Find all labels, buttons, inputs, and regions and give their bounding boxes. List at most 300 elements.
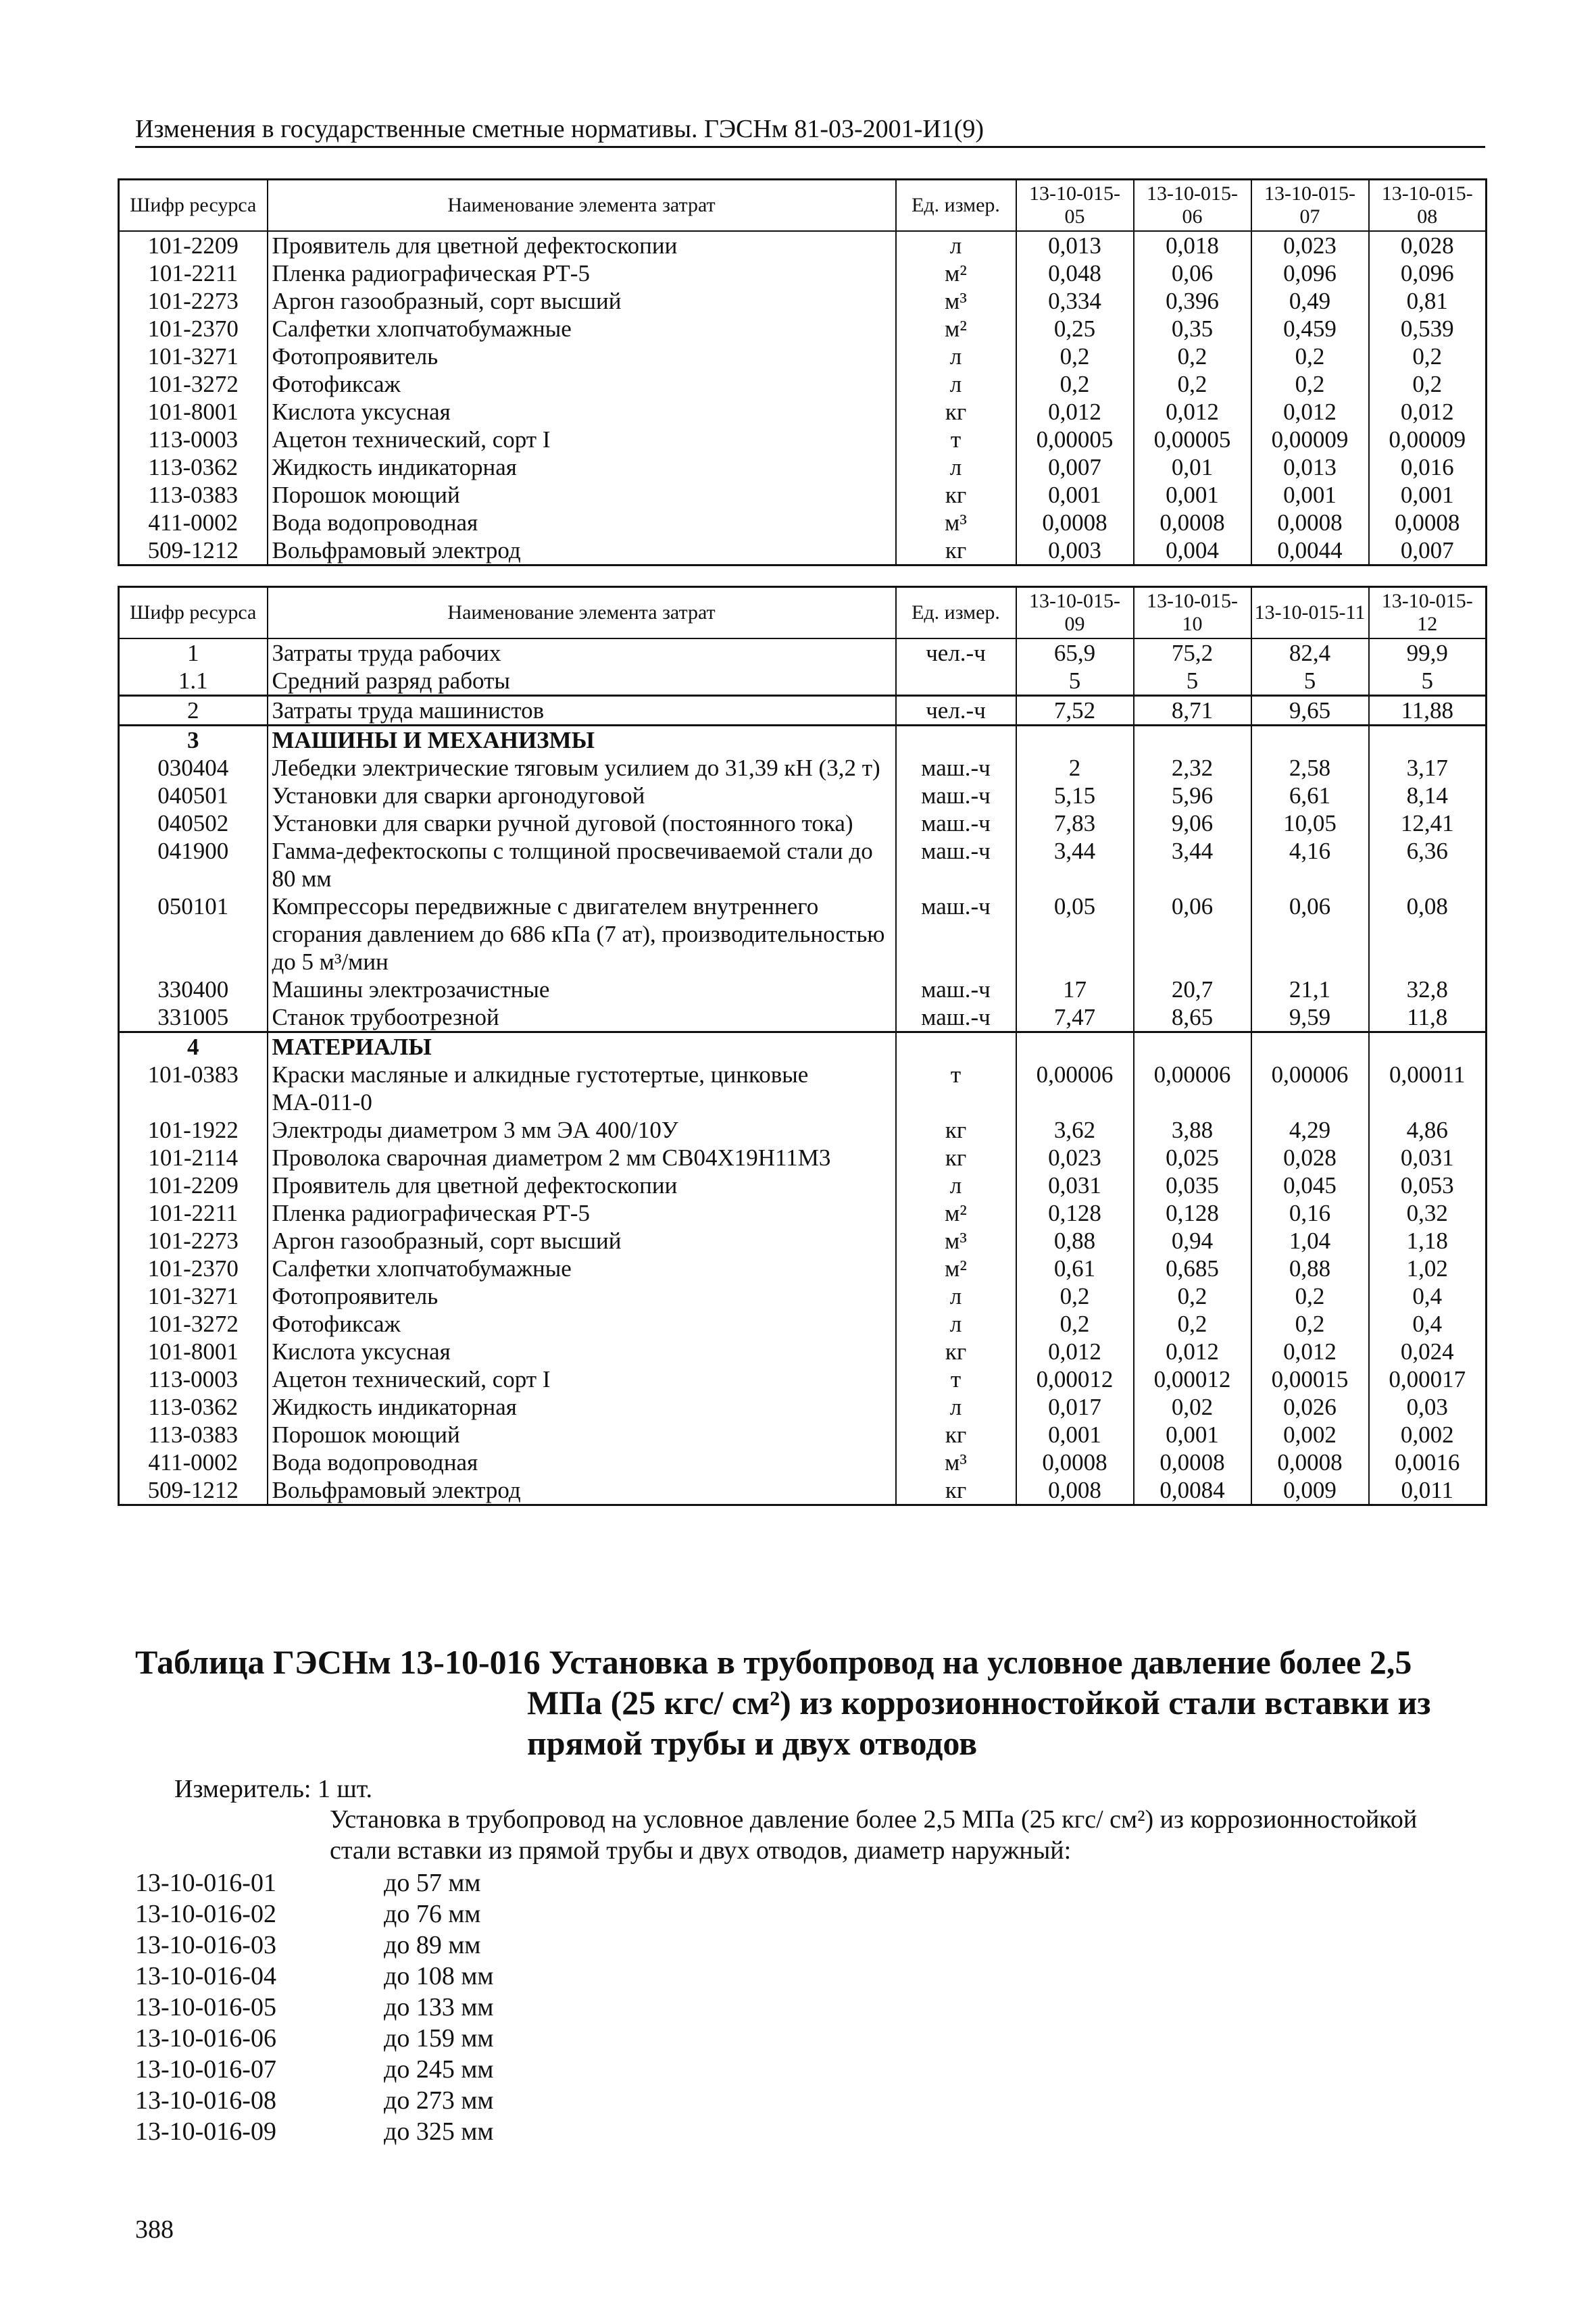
unit-cell: т xyxy=(896,1061,1016,1116)
table-row xyxy=(119,782,1487,809)
resource-code-cell: 3 xyxy=(119,726,268,755)
value-cell: 0,2 xyxy=(1369,370,1487,398)
value-cell: 0,4 xyxy=(1369,1282,1487,1310)
table-row xyxy=(119,398,1487,426)
resource-code-cell: 101-1922 xyxy=(119,1116,268,1144)
value-cell: 0,03 xyxy=(1369,1393,1487,1421)
value-cell: 0,81 xyxy=(1369,287,1487,315)
unit-cell xyxy=(896,726,1016,755)
variant-label: до 89 мм xyxy=(384,1931,481,1959)
value-cell: 10,05 xyxy=(1251,809,1369,837)
value-cell: 2,58 xyxy=(1251,754,1369,782)
value-cell: 0,00009 xyxy=(1369,426,1487,453)
unit-cell: т xyxy=(896,426,1016,453)
column-header: 13-10-015-11 xyxy=(1251,587,1369,639)
column-header: Наименование элемента затрат xyxy=(268,587,896,639)
table-row xyxy=(119,370,1487,398)
unit-cell: м² xyxy=(896,1199,1016,1227)
value-cell: 0,459 xyxy=(1251,315,1369,343)
value-cell: 4,16 xyxy=(1251,837,1369,892)
resource-code-cell: 411-0002 xyxy=(119,509,268,536)
unit-cell: маш.-ч xyxy=(896,976,1016,1003)
value-cell: 20,7 xyxy=(1134,976,1251,1003)
value-cell: 0,2 xyxy=(1016,370,1134,398)
value-cell: 0,001 xyxy=(1016,1421,1134,1449)
table-header-row xyxy=(119,180,1487,232)
cost-element-name-cell: МАТЕРИАЛЫ xyxy=(268,1032,896,1061)
value-cell: 17 xyxy=(1016,976,1134,1003)
unit-cell: м³ xyxy=(896,1449,1016,1476)
value-cell xyxy=(1251,1032,1369,1061)
unit-cell: чел.-ч xyxy=(896,696,1016,726)
unit-cell: кг xyxy=(896,398,1016,426)
resource-code-cell: 101-2370 xyxy=(119,315,268,343)
table-row xyxy=(119,426,1487,453)
resource-code-cell: 1 xyxy=(119,638,268,667)
resource-code-cell: 050101 xyxy=(119,892,268,976)
value-cell: 0,028 xyxy=(1369,231,1487,259)
value-cell: 0,0008 xyxy=(1016,509,1134,536)
value-cell: 0,334 xyxy=(1016,287,1134,315)
column-header: 13-10-015-07 xyxy=(1251,180,1369,232)
variant-code: 13-10-016-02 xyxy=(135,1900,276,1928)
column-header: 13-10-015-12 xyxy=(1369,587,1487,639)
variant-label: до 325 мм xyxy=(384,2117,494,2146)
value-cell: 0,0008 xyxy=(1251,1449,1369,1476)
page-number: 388 xyxy=(135,2215,174,2244)
value-cell: 0,048 xyxy=(1016,259,1134,287)
unit-cell: кг xyxy=(896,1476,1016,1505)
value-cell: 0,009 xyxy=(1251,1476,1369,1505)
table-row xyxy=(119,1144,1487,1172)
resource-code-cell: 040502 xyxy=(119,809,268,837)
cost-element-name-cell: Установки для сварки ручной дуговой (постоянного тока) xyxy=(268,809,896,837)
value-cell: 0,011 xyxy=(1369,1476,1487,1505)
unit-cell: маш.-ч xyxy=(896,782,1016,809)
value-cell: 0,031 xyxy=(1016,1172,1134,1199)
value-cell xyxy=(1134,1032,1251,1061)
cost-element-name-cell: Машины электрозачистные xyxy=(268,976,896,1003)
value-cell: 0,00012 xyxy=(1016,1365,1134,1393)
unit-cell: маш.-ч xyxy=(896,892,1016,976)
value-cell: 0,007 xyxy=(1016,453,1134,481)
table-row xyxy=(119,1061,1487,1116)
variant-item xyxy=(135,1961,493,1992)
value-cell: 21,1 xyxy=(1251,976,1369,1003)
table-title-line1: Таблица ГЭСНм 13-10-016 Установка в трубопровод на условное давление более 2,5 xyxy=(135,1643,1412,1681)
table-row xyxy=(119,696,1487,726)
value-cell: 0,08 xyxy=(1369,892,1487,976)
value-cell: 0,026 xyxy=(1251,1393,1369,1421)
resource-code-cell: 331005 xyxy=(119,1003,268,1032)
value-cell xyxy=(1134,726,1251,755)
value-cell: 0,0008 xyxy=(1251,509,1369,536)
cost-element-name-cell: МАШИНЫ И МЕХАНИЗМЫ xyxy=(268,726,896,755)
value-cell xyxy=(1369,1032,1487,1061)
value-cell: 0,013 xyxy=(1251,453,1369,481)
table-row xyxy=(119,1393,1487,1421)
column-header: Шифр ресурса xyxy=(119,587,268,639)
unit-cell: л xyxy=(896,231,1016,259)
cost-element-name-cell: Станок трубоотрезной xyxy=(268,1003,896,1032)
resource-code-cell: 509-1212 xyxy=(119,1476,268,1505)
value-cell: 9,59 xyxy=(1251,1003,1369,1032)
variant-item xyxy=(135,2023,493,2054)
unit-cell: маш.-ч xyxy=(896,1003,1016,1032)
table-row xyxy=(119,892,1487,976)
variant-code: 13-10-016-09 xyxy=(135,2117,276,2146)
value-cell: 0,0084 xyxy=(1134,1476,1251,1505)
cost-element-name-cell: Кислота уксусная xyxy=(268,398,896,426)
value-cell: 7,47 xyxy=(1016,1003,1134,1032)
value-cell: 0,012 xyxy=(1134,1338,1251,1365)
value-cell: 0,018 xyxy=(1134,231,1251,259)
value-cell: 0,007 xyxy=(1369,536,1487,565)
cost-element-name-cell: Фотофиксаж xyxy=(268,370,896,398)
cost-element-name-cell: Ацетон технический, сорт I xyxy=(268,426,896,453)
table-row xyxy=(119,1227,1487,1255)
column-header: 13-10-015-06 xyxy=(1134,180,1251,232)
value-cell: 7,52 xyxy=(1016,696,1134,726)
value-cell: 0,00006 xyxy=(1251,1061,1369,1116)
value-cell: 0,00006 xyxy=(1134,1061,1251,1116)
value-cell: 0,00011 xyxy=(1369,1061,1487,1116)
value-cell: 0,001 xyxy=(1016,481,1134,509)
value-cell: 0,023 xyxy=(1251,231,1369,259)
value-cell: 32,8 xyxy=(1369,976,1487,1003)
cost-element-name-cell: Салфетки хлопчатобумажные xyxy=(268,1255,896,1282)
unit-cell: кг xyxy=(896,1421,1016,1449)
value-cell: 12,41 xyxy=(1369,809,1487,837)
value-cell: 11,88 xyxy=(1369,696,1487,726)
cost-element-name-cell: Вода водопроводная xyxy=(268,1449,896,1476)
value-cell: 0,2 xyxy=(1016,1310,1134,1338)
value-cell: 0,32 xyxy=(1369,1199,1487,1227)
unit-cell xyxy=(896,1032,1016,1061)
value-cell: 6,61 xyxy=(1251,782,1369,809)
value-cell: 0,2 xyxy=(1134,370,1251,398)
cost-element-name-cell: Проявитель для цветной дефектоскопии xyxy=(268,231,896,259)
value-cell: 0,001 xyxy=(1134,1421,1251,1449)
cost-element-name-cell: Фотофиксаж xyxy=(268,1310,896,1338)
cost-table-bottom xyxy=(118,586,1487,1506)
value-cell: 0,004 xyxy=(1134,536,1251,565)
table-row xyxy=(119,1310,1487,1338)
variant-item xyxy=(135,1898,493,1930)
value-cell xyxy=(1016,1032,1134,1061)
value-cell: 65,9 xyxy=(1016,638,1134,667)
cost-element-name-cell: Жидкость индикаторная xyxy=(268,1393,896,1421)
value-cell: 0,00009 xyxy=(1251,426,1369,453)
unit-cell: м³ xyxy=(896,1227,1016,1255)
unit-cell: м² xyxy=(896,315,1016,343)
table-row xyxy=(119,481,1487,509)
variant-label: до 57 мм xyxy=(384,1869,481,1897)
resource-code-cell: 101-3272 xyxy=(119,1310,268,1338)
value-cell: 0,002 xyxy=(1251,1421,1369,1449)
table-row xyxy=(119,509,1487,536)
variant-code: 13-10-016-04 xyxy=(135,1962,276,1990)
value-cell: 75,2 xyxy=(1134,638,1251,667)
unit-cell: л xyxy=(896,453,1016,481)
value-cell: 0,2 xyxy=(1251,1310,1369,1338)
value-cell: 0,024 xyxy=(1369,1338,1487,1365)
cost-element-name-cell: Компрессоры передвижные с двигателем внутреннего сгорания давлением до 686 кПа (7 ат), производительностью до 5 м³/мин xyxy=(268,892,896,976)
table-row xyxy=(119,638,1487,667)
value-cell: 0,05 xyxy=(1016,892,1134,976)
value-cell: 2 xyxy=(1016,754,1134,782)
value-cell: 3,44 xyxy=(1134,837,1251,892)
cost-element-name-cell: Порошок моющий xyxy=(268,481,896,509)
cost-element-name-cell: Вольфрамовый электрод xyxy=(268,536,896,565)
value-cell: 0,61 xyxy=(1016,1255,1134,1282)
variant-label: до 273 мм xyxy=(384,2086,494,2115)
value-cell: 0,2 xyxy=(1251,343,1369,370)
table-row xyxy=(119,1476,1487,1505)
table-row xyxy=(119,726,1487,755)
value-cell: 0,012 xyxy=(1016,398,1134,426)
table-row xyxy=(119,1449,1487,1476)
variant-label: до 133 мм xyxy=(384,1993,494,2021)
resource-code-cell: 330400 xyxy=(119,976,268,1003)
running-header: Изменения в государственные сметные нормативы. ГЭСНм 81-03-2001-И1(9) xyxy=(135,114,1485,148)
resource-code-cell: 101-3271 xyxy=(119,343,268,370)
value-cell: 3,44 xyxy=(1016,837,1134,892)
table-row xyxy=(119,315,1487,343)
value-cell: 0,035 xyxy=(1134,1172,1251,1199)
table-row xyxy=(119,809,1487,837)
value-cell: 6,36 xyxy=(1369,837,1487,892)
value-cell: 0,00015 xyxy=(1251,1365,1369,1393)
cost-element-name-cell: Вольфрамовый электрод xyxy=(268,1476,896,1505)
variant-item xyxy=(135,2116,493,2147)
unit-cell: л xyxy=(896,1282,1016,1310)
cost-element-name-cell: Лебедки электрические тяговым усилием до 31,39 кН (3,2 т) xyxy=(268,754,896,782)
value-cell: 0,2 xyxy=(1251,1282,1369,1310)
unit-cell: кг xyxy=(896,481,1016,509)
value-cell xyxy=(1369,726,1487,755)
column-header: 13-10-015-05 xyxy=(1016,180,1134,232)
value-cell: 8,65 xyxy=(1134,1003,1251,1032)
value-cell: 0,06 xyxy=(1134,892,1251,976)
value-cell: 0,2 xyxy=(1134,343,1251,370)
table-row xyxy=(119,231,1487,259)
cost-element-name-cell: Проявитель для цветной дефектоскопии xyxy=(268,1172,896,1199)
resource-code-cell: 113-0383 xyxy=(119,481,268,509)
table-row xyxy=(119,259,1487,287)
table-description: Установка в трубопровод на условное давление более 2,5 МПа (25 кгс/ см²) из коррозионностойкой стали вставки из прямой трубы и двух отводов, диаметр наружный: xyxy=(330,1805,1418,1865)
value-cell: 0,012 xyxy=(1369,398,1487,426)
unit-cell: л xyxy=(896,1393,1016,1421)
table-title-line3: прямой трубы и двух отводов xyxy=(527,1724,978,1762)
value-cell: 5 xyxy=(1016,667,1134,696)
table-row xyxy=(119,1282,1487,1310)
value-cell: 0,01 xyxy=(1134,453,1251,481)
cost-element-name-cell: Жидкость индикаторная xyxy=(268,453,896,481)
value-cell: 0,25 xyxy=(1016,315,1134,343)
value-cell: 0,88 xyxy=(1251,1255,1369,1282)
column-header: 13-10-015-10 xyxy=(1134,587,1251,639)
value-cell: 4,86 xyxy=(1369,1116,1487,1144)
value-cell: 0,017 xyxy=(1016,1393,1134,1421)
value-cell: 0,0016 xyxy=(1369,1449,1487,1476)
unit-cell: кг xyxy=(896,536,1016,565)
value-cell: 5 xyxy=(1369,667,1487,696)
column-header: Наименование элемента затрат xyxy=(268,180,896,232)
cost-element-name-cell: Аргон газообразный, сорт высший xyxy=(268,287,896,315)
cost-element-name-cell: Краски масляные и алкидные густотертые, цинковые МА-011-0 xyxy=(268,1061,896,1116)
variant-code: 13-10-016-03 xyxy=(135,1931,276,1959)
table-row xyxy=(119,1199,1487,1227)
resource-code-cell: 2 xyxy=(119,696,268,726)
cost-element-name-cell: Салфетки хлопчатобумажные xyxy=(268,315,896,343)
resource-code-cell: 101-2211 xyxy=(119,259,268,287)
value-cell: 0,128 xyxy=(1134,1199,1251,1227)
value-cell: 11,8 xyxy=(1369,1003,1487,1032)
value-cell: 0,013 xyxy=(1016,231,1134,259)
resource-code-cell: 101-2273 xyxy=(119,1227,268,1255)
cost-element-name-cell: Электроды диаметром 3 мм ЭА 400/10У xyxy=(268,1116,896,1144)
column-header: Шифр ресурса xyxy=(119,180,268,232)
table-row xyxy=(119,1421,1487,1449)
value-cell: 0,00012 xyxy=(1134,1365,1251,1393)
value-cell: 0,012 xyxy=(1251,1338,1369,1365)
resource-code-cell: 101-0383 xyxy=(119,1061,268,1116)
cost-element-name-cell: Пленка радиографическая РТ-5 xyxy=(268,259,896,287)
value-cell: 0,0044 xyxy=(1251,536,1369,565)
value-cell: 0,002 xyxy=(1369,1421,1487,1449)
cost-element-name-cell: Фотопроявитель xyxy=(268,343,896,370)
variant-label: до 159 мм xyxy=(384,2024,494,2053)
resource-code-cell: 101-2273 xyxy=(119,287,268,315)
table-row xyxy=(119,536,1487,565)
resource-code-cell: 411-0002 xyxy=(119,1449,268,1476)
unit-cell: м³ xyxy=(896,287,1016,315)
value-cell: 0,0008 xyxy=(1016,1449,1134,1476)
value-cell: 0,2 xyxy=(1016,343,1134,370)
value-cell xyxy=(1251,726,1369,755)
value-cell: 82,4 xyxy=(1251,638,1369,667)
resource-code-cell: 113-0362 xyxy=(119,453,268,481)
cost-element-name-cell: Фотопроявитель xyxy=(268,1282,896,1310)
unit-cell: л xyxy=(896,1310,1016,1338)
cost-element-name-cell: Вода водопроводная xyxy=(268,509,896,536)
unit-cell xyxy=(896,667,1016,696)
variant-code: 13-10-016-07 xyxy=(135,2055,276,2084)
unit-cell: л xyxy=(896,343,1016,370)
value-cell: 0,0008 xyxy=(1134,509,1251,536)
value-cell: 5 xyxy=(1134,667,1251,696)
cost-element-name-cell: Аргон газообразный, сорт высший xyxy=(268,1227,896,1255)
variant-label: до 76 мм xyxy=(384,1900,481,1928)
unit-cell: чел.-ч xyxy=(896,638,1016,667)
value-cell: 0,2 xyxy=(1369,343,1487,370)
resource-code-cell: 101-2209 xyxy=(119,1172,268,1199)
value-cell: 0,053 xyxy=(1369,1172,1487,1199)
column-header: 13-10-015-08 xyxy=(1369,180,1487,232)
table-row xyxy=(119,976,1487,1003)
value-cell: 5,15 xyxy=(1016,782,1134,809)
unit-cell: маш.-ч xyxy=(896,809,1016,837)
unit-cell: маш.-ч xyxy=(896,837,1016,892)
value-cell: 0,00005 xyxy=(1016,426,1134,453)
value-cell: 3,17 xyxy=(1369,754,1487,782)
value-cell: 0,2 xyxy=(1251,370,1369,398)
value-cell: 0,023 xyxy=(1016,1144,1134,1172)
resource-code-cell: 101-3271 xyxy=(119,1282,268,1310)
value-cell: 0,2 xyxy=(1134,1310,1251,1338)
unit-cell: кг xyxy=(896,1116,1016,1144)
cost-element-name-cell: Затраты труда машинистов xyxy=(268,696,896,726)
resource-code-cell: 1.1 xyxy=(119,667,268,696)
value-cell: 0,008 xyxy=(1016,1476,1134,1505)
unit-cell: кг xyxy=(896,1144,1016,1172)
table-title xyxy=(135,1642,1460,1763)
value-cell: 0,001 xyxy=(1134,481,1251,509)
cost-element-name-cell: Установки для сварки аргонодуговой xyxy=(268,782,896,809)
value-cell: 3,88 xyxy=(1134,1116,1251,1144)
resource-code-cell: 113-0003 xyxy=(119,1365,268,1393)
variant-item xyxy=(135,2054,493,2085)
variant-list xyxy=(135,1867,493,2147)
resource-code-cell: 101-2114 xyxy=(119,1144,268,1172)
table-row xyxy=(119,1003,1487,1032)
value-cell: 0,00017 xyxy=(1369,1365,1487,1393)
unit-cell: м² xyxy=(896,259,1016,287)
cost-element-name-cell: Пленка радиографическая РТ-5 xyxy=(268,1199,896,1227)
variant-item xyxy=(135,2085,493,2116)
value-cell: 0,128 xyxy=(1016,1199,1134,1227)
value-cell: 0,028 xyxy=(1251,1144,1369,1172)
resource-code-cell: 4 xyxy=(119,1032,268,1061)
value-cell: 3,62 xyxy=(1016,1116,1134,1144)
unit-cell: кг xyxy=(896,1338,1016,1365)
value-cell: 7,83 xyxy=(1016,809,1134,837)
value-cell: 5 xyxy=(1251,667,1369,696)
column-header: Ед. измер. xyxy=(896,180,1016,232)
value-cell: 0,012 xyxy=(1251,398,1369,426)
table-row xyxy=(119,1172,1487,1199)
unit-cell: л xyxy=(896,1172,1016,1199)
resource-code-cell: 101-2209 xyxy=(119,231,268,259)
resource-code-cell: 113-0383 xyxy=(119,1421,268,1449)
value-cell: 0,16 xyxy=(1251,1199,1369,1227)
variant-code: 13-10-016-08 xyxy=(135,2086,276,2115)
value-cell: 0,045 xyxy=(1251,1172,1369,1199)
unit-cell: маш.-ч xyxy=(896,754,1016,782)
cost-element-name-cell: Проволока сварочная диаметром 2 мм СВ04Х19Н11М3 xyxy=(268,1144,896,1172)
table-title-line2: МПа (25 кгс/ см²) из коррозионностойкой стали вставки из xyxy=(527,1684,1431,1721)
resource-code-cell: 509-1212 xyxy=(119,536,268,565)
value-cell: 0,003 xyxy=(1016,536,1134,565)
resource-code-cell: 101-8001 xyxy=(119,398,268,426)
value-cell: 0,06 xyxy=(1134,259,1251,287)
meter-unit: Измеритель: 1 шт. xyxy=(174,1775,372,1803)
table-row xyxy=(119,287,1487,315)
value-cell: 0,49 xyxy=(1251,287,1369,315)
table-row xyxy=(119,837,1487,892)
value-cell: 0,025 xyxy=(1134,1144,1251,1172)
variant-item xyxy=(135,1867,493,1898)
value-cell: 0,539 xyxy=(1369,315,1487,343)
value-cell: 9,06 xyxy=(1134,809,1251,837)
value-cell: 0,94 xyxy=(1134,1227,1251,1255)
value-cell: 5,96 xyxy=(1134,782,1251,809)
value-cell: 0,012 xyxy=(1016,1338,1134,1365)
value-cell: 1,02 xyxy=(1369,1255,1487,1282)
cost-element-name-cell: Затраты труда рабочих xyxy=(268,638,896,667)
value-cell: 8,14 xyxy=(1369,782,1487,809)
